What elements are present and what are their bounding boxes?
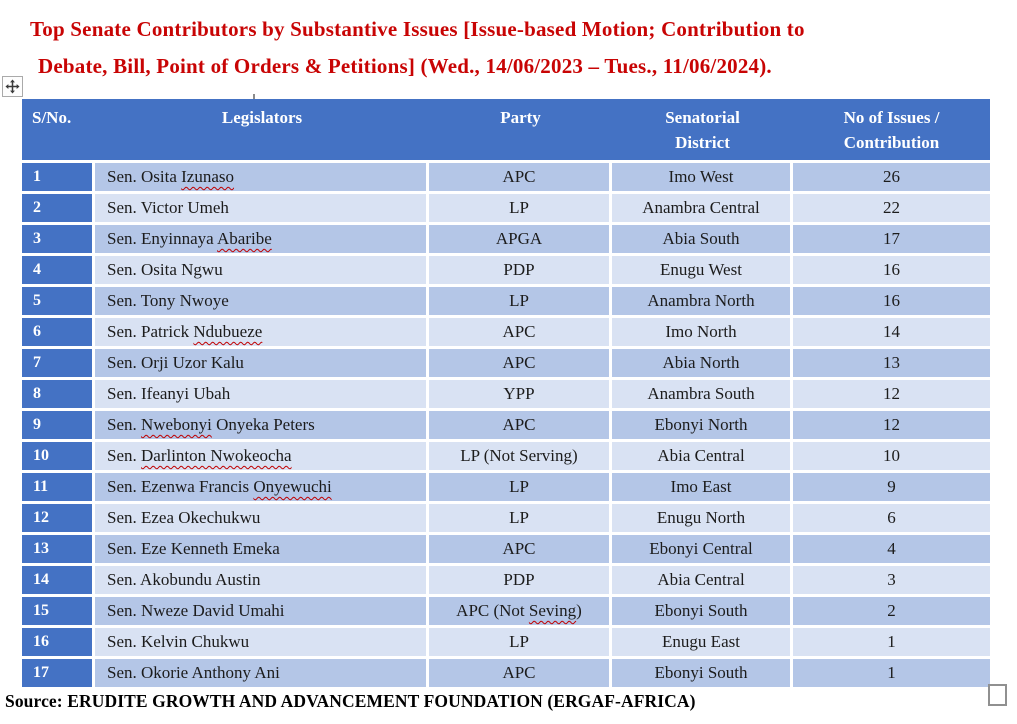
legislator-cell[interactable]: Sen. Darlinton Nwokeocha <box>95 442 426 470</box>
issues-cell[interactable]: 22 <box>793 194 990 222</box>
source-line[interactable]: Source: ERUDITE GROWTH AND ADVANCEMENT FOUNDATION (ERGAF-AFRICA) <box>5 691 696 711</box>
table-row <box>22 442 990 470</box>
document-title-line-1[interactable]: Top Senate Contributors by Substantive Issues [Issue-based Motion; Contribution to <box>30 17 805 41</box>
issues-cell[interactable]: 6 <box>793 504 990 532</box>
party-cell[interactable]: LP <box>429 628 609 656</box>
spellcheck-squiggle: Izunaso <box>181 167 235 186</box>
senate-contributors-table <box>22 99 990 687</box>
party-cell[interactable]: PDP <box>429 566 609 594</box>
district-cell[interactable]: Abia North <box>612 349 790 377</box>
party-cell[interactable]: LP <box>429 194 609 222</box>
header-sno[interactable]: S/No. <box>32 108 72 127</box>
sno-cell[interactable]: 13 <box>22 535 92 563</box>
district-cell[interactable]: Imo West <box>612 163 790 191</box>
party-cell[interactable]: APC <box>429 163 609 191</box>
district-cell[interactable]: Enugu West <box>612 256 790 284</box>
district-cell[interactable]: Anambra Central <box>612 194 790 222</box>
district-cell[interactable]: Imo East <box>612 473 790 501</box>
move-arrows-icon <box>5 79 20 94</box>
sno-cell[interactable]: 17 <box>22 659 92 687</box>
party-cell[interactable]: APC <box>429 349 609 377</box>
header-senatorial-district[interactable]: Senatorial District <box>665 108 740 152</box>
sno-cell[interactable]: 4 <box>22 256 92 284</box>
district-cell[interactable]: Ebonyi South <box>612 659 790 687</box>
legislator-cell[interactable]: Sen. Eze Kenneth Emeka <box>95 535 426 563</box>
district-cell[interactable]: Imo North <box>612 318 790 346</box>
table-row <box>22 411 990 439</box>
issues-cell[interactable]: 3 <box>793 566 990 594</box>
legislator-cell[interactable]: Sen. Nweze David Umahi <box>95 597 426 625</box>
sno-cell[interactable]: 9 <box>22 411 92 439</box>
issues-cell[interactable]: 9 <box>793 473 990 501</box>
legislator-cell[interactable]: Sen. Kelvin Chukwu <box>95 628 426 656</box>
legislator-cell[interactable]: Sen. Ezea Okechukwu <box>95 504 426 532</box>
legislator-cell[interactable]: Sen. Osita Ngwu <box>95 256 426 284</box>
table-body <box>22 160 990 687</box>
district-cell[interactable]: Ebonyi North <box>612 411 790 439</box>
legislator-cell[interactable]: Sen. Orji Uzor Kalu <box>95 349 426 377</box>
table-row <box>22 628 990 656</box>
table-row <box>22 566 990 594</box>
header-legislators[interactable]: Legislators <box>221 108 303 127</box>
sno-cell[interactable]: 5 <box>22 287 92 315</box>
table-resize-handle[interactable] <box>988 684 1007 706</box>
table-row <box>22 659 990 687</box>
table-row <box>22 163 990 191</box>
header-party[interactable]: Party <box>500 108 541 127</box>
sno-cell[interactable]: 2 <box>22 194 92 222</box>
legislator-cell[interactable]: Sen. Victor Umeh <box>95 194 426 222</box>
sno-cell[interactable]: 3 <box>22 225 92 253</box>
sno-cell[interactable]: 6 <box>22 318 92 346</box>
issues-cell[interactable]: 10 <box>793 442 990 470</box>
district-cell[interactable]: Enugu North <box>612 504 790 532</box>
district-cell[interactable]: Abia South <box>612 225 790 253</box>
legislator-cell[interactable]: Sen. Patrick Ndubueze <box>95 318 426 346</box>
spellcheck-squiggle: Onyewuchi <box>253 477 332 496</box>
party-cell[interactable]: LP <box>429 287 609 315</box>
district-cell[interactable]: Anambra North <box>612 287 790 315</box>
party-cell[interactable]: APC <box>429 659 609 687</box>
issues-cell[interactable]: 1 <box>793 659 990 687</box>
sno-cell[interactable]: 12 <box>22 504 92 532</box>
party-cell[interactable]: LP <box>429 473 609 501</box>
party-cell[interactable]: LP (Not Serving) <box>429 442 609 470</box>
spellcheck-squiggle: Abaribe <box>217 229 272 248</box>
table-row <box>22 473 990 501</box>
spellcheck-squiggle: Nwebonyi <box>141 415 212 434</box>
table-row <box>22 504 990 532</box>
table-row <box>22 535 990 563</box>
table-move-handle[interactable] <box>2 76 23 97</box>
spellcheck-squiggle: Darlinton Nwokeocha <box>141 446 292 465</box>
spellcheck-squiggle: Seving <box>528 601 577 620</box>
issues-cell[interactable]: 14 <box>793 318 990 346</box>
issues-cell[interactable]: 4 <box>793 535 990 563</box>
table-row <box>22 380 990 408</box>
issues-cell[interactable]: 12 <box>793 380 990 408</box>
issues-cell[interactable]: 17 <box>793 225 990 253</box>
issues-cell[interactable]: 2 <box>793 597 990 625</box>
party-cell[interactable]: APC <box>429 411 609 439</box>
party-cell[interactable]: YPP <box>429 380 609 408</box>
table-row <box>22 349 990 377</box>
table-row <box>22 256 990 284</box>
district-cell[interactable]: Abia Central <box>612 566 790 594</box>
district-cell[interactable]: Anambra South <box>612 380 790 408</box>
sno-cell[interactable]: 7 <box>22 349 92 377</box>
issues-cell[interactable]: 12 <box>793 411 990 439</box>
issues-cell[interactable]: 16 <box>793 256 990 284</box>
party-cell[interactable]: APC <box>429 318 609 346</box>
issues-cell[interactable]: 13 <box>793 349 990 377</box>
sno-cell[interactable]: 16 <box>22 628 92 656</box>
sno-cell[interactable]: 11 <box>22 473 92 501</box>
table-header-row <box>22 99 990 160</box>
district-cell[interactable]: Abia Central <box>612 442 790 470</box>
table-row <box>22 597 990 625</box>
party-cell[interactable]: APC <box>429 535 609 563</box>
party-cell[interactable]: LP <box>429 504 609 532</box>
district-cell[interactable]: Enugu East <box>612 628 790 656</box>
sno-cell[interactable]: 1 <box>22 163 92 191</box>
sno-cell[interactable]: 8 <box>22 380 92 408</box>
legislator-cell[interactable]: Sen. Okorie Anthony Ani <box>95 659 426 687</box>
table-row <box>22 287 990 315</box>
legislator-cell[interactable]: Sen. Enyinnaya Abaribe <box>95 225 426 253</box>
legislator-cell[interactable]: Sen. Ifeanyi Ubah <box>95 380 426 408</box>
header-issues-contribution[interactable]: No of Issues / Contribution <box>843 108 940 152</box>
table-row <box>22 194 990 222</box>
party-cell[interactable]: APGA <box>429 225 609 253</box>
legislator-cell[interactable]: Sen. Nwebonyi Onyeka Peters <box>95 411 426 439</box>
legislator-cell[interactable]: Sen. Ezenwa Francis Onyewuchi <box>95 473 426 501</box>
table-row <box>22 225 990 253</box>
legislator-cell[interactable]: Sen. Akobundu Austin <box>95 566 426 594</box>
spellcheck-squiggle: Ndubueze <box>193 322 263 341</box>
sno-cell[interactable]: 10 <box>22 442 92 470</box>
party-cell[interactable]: APC (Not Seving) <box>429 597 609 625</box>
sno-cell[interactable]: 14 <box>22 566 92 594</box>
district-cell[interactable]: Ebonyi Central <box>612 535 790 563</box>
table-row <box>22 318 990 346</box>
issues-cell[interactable]: 1 <box>793 628 990 656</box>
document-title-line-2[interactable]: Debate, Bill, Point of Orders & Petitions] (Wed., 14/06/2023 – Tues., 11/06/2024). <box>38 54 772 78</box>
legislator-cell[interactable]: Sen. Osita Izunaso <box>95 163 426 191</box>
issues-cell[interactable]: 16 <box>793 287 990 315</box>
issues-cell[interactable]: 26 <box>793 163 990 191</box>
legislator-cell[interactable]: Sen. Tony Nwoye <box>95 287 426 315</box>
party-cell[interactable]: PDP <box>429 256 609 284</box>
sno-cell[interactable]: 15 <box>22 597 92 625</box>
district-cell[interactable]: Ebonyi South <box>612 597 790 625</box>
